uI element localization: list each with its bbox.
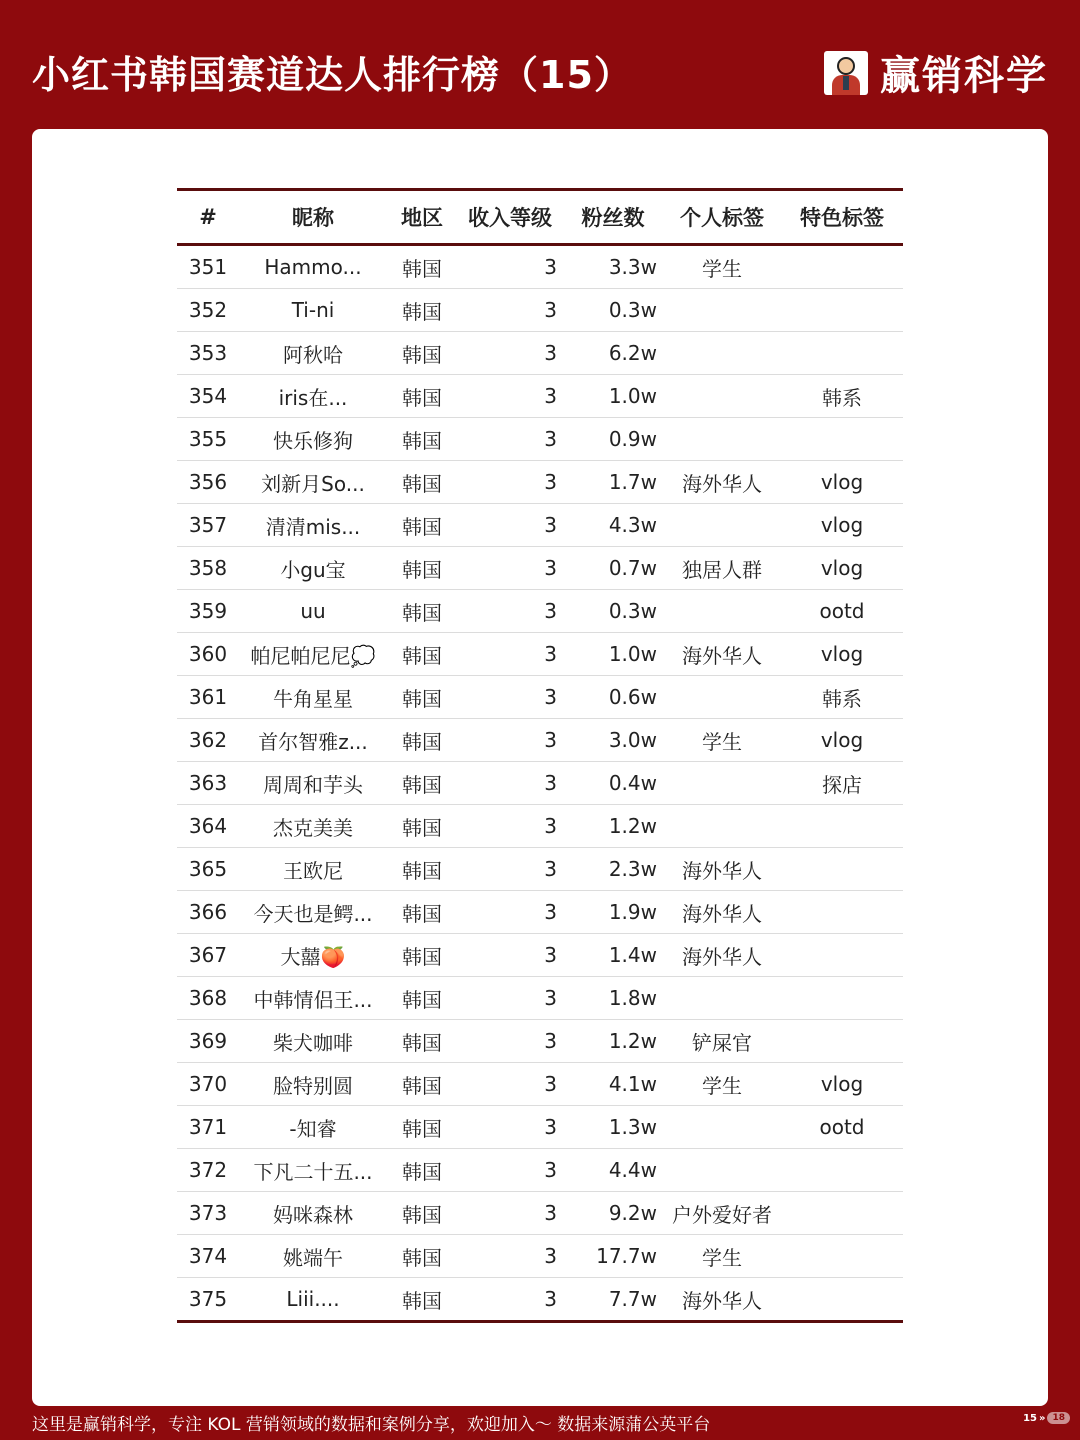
cell-rank: 354: [177, 375, 239, 418]
cell-fans: 6.2w: [563, 332, 663, 375]
cell-personal-tag: [663, 762, 781, 805]
cell-fans: 0.3w: [563, 289, 663, 332]
cell-feature-tag: [781, 977, 903, 1020]
cell-region: 韩国: [387, 245, 457, 289]
cell-feature-tag: [781, 1192, 903, 1235]
cell-nickname: 姚端午: [239, 1235, 387, 1278]
footer-text: 这里是赢销科学，专注 KOL 营销领域的数据和案例分享，欢迎加入～ 数据来源蒲公英平台: [32, 1415, 711, 1435]
ranking-table: [177, 188, 903, 1323]
cell-level: 3: [457, 332, 563, 375]
cell-nickname: 快乐修狗: [239, 418, 387, 461]
cell-rank: 360: [177, 633, 239, 676]
cell-rank: 357: [177, 504, 239, 547]
cell-feature-tag: [781, 1235, 903, 1278]
cell-level: 3: [457, 676, 563, 719]
column-header-level: 收入等级: [457, 190, 563, 245]
cell-nickname: 柴犬咖啡: [239, 1020, 387, 1063]
cell-feature-tag: ootd: [781, 590, 903, 633]
cell-level: 3: [457, 375, 563, 418]
cell-feature-tag: vlog: [781, 719, 903, 762]
cell-region: 韩国: [387, 1192, 457, 1235]
table-row: [177, 762, 903, 805]
cell-level: 3: [457, 891, 563, 934]
cell-feature-tag: [781, 418, 903, 461]
table-row: [177, 633, 903, 676]
cell-region: 韩国: [387, 934, 457, 977]
cell-level: 3: [457, 977, 563, 1020]
column-header-fans: 粉丝数: [563, 190, 663, 245]
cell-fans: 17.7w: [563, 1235, 663, 1278]
cell-rank: 365: [177, 848, 239, 891]
cell-personal-tag: 海外华人: [663, 891, 781, 934]
table-row: [177, 590, 903, 633]
cell-region: 韩国: [387, 332, 457, 375]
cell-rank: 356: [177, 461, 239, 504]
cell-feature-tag: 韩系: [781, 375, 903, 418]
cell-personal-tag: 海外华人: [663, 633, 781, 676]
cell-personal-tag: [663, 676, 781, 719]
cell-feature-tag: vlog: [781, 461, 903, 504]
column-header-rank: #: [177, 190, 239, 245]
cell-nickname: -知睿: [239, 1106, 387, 1149]
table-row: [177, 461, 903, 504]
table-row: [177, 245, 903, 289]
cell-rank: 353: [177, 332, 239, 375]
cell-level: 3: [457, 848, 563, 891]
cell-fans: 1.8w: [563, 977, 663, 1020]
cell-rank: 366: [177, 891, 239, 934]
table-row: [177, 848, 903, 891]
cell-rank: 367: [177, 934, 239, 977]
cell-fans: 4.4w: [563, 1149, 663, 1192]
cell-feature-tag: vlog: [781, 547, 903, 590]
cell-fans: 1.3w: [563, 1106, 663, 1149]
cell-personal-tag: 学生: [663, 245, 781, 289]
cell-level: 3: [457, 547, 563, 590]
table-row: [177, 418, 903, 461]
cell-fans: 1.2w: [563, 805, 663, 848]
cell-personal-tag: 铲屎官: [663, 1020, 781, 1063]
cell-personal-tag: 海外华人: [663, 848, 781, 891]
cell-personal-tag: 学生: [663, 1063, 781, 1106]
cell-rank: 355: [177, 418, 239, 461]
cell-region: 韩国: [387, 375, 457, 418]
cell-fans: 2.3w: [563, 848, 663, 891]
cell-feature-tag: [781, 805, 903, 848]
brand: [824, 44, 1048, 101]
cell-personal-tag: 海外华人: [682, 1288, 762, 1313]
cell-region: 韩国: [387, 1020, 457, 1063]
table-row: [177, 1020, 903, 1063]
cell-feature-tag: 韩系: [781, 676, 903, 719]
cell-personal-tag: [663, 504, 781, 547]
cell-level: 3: [457, 934, 563, 977]
cell-fans: 0.6w: [563, 676, 663, 719]
cell-region: 韩国: [387, 1235, 457, 1278]
cartoon-avatar-icon: [824, 51, 868, 95]
table-row: [177, 547, 903, 590]
cell-region: 韩国: [387, 590, 457, 633]
cell-feature-tag: 探店: [781, 762, 903, 805]
cell-nickname: iris在...: [239, 375, 387, 418]
table-row: [177, 332, 903, 375]
cell-fans: 0.9w: [563, 418, 663, 461]
table-row: [177, 1063, 903, 1106]
cell-feature-tag: [781, 332, 903, 375]
cell-personal-tag: [663, 1106, 781, 1149]
cell-rank: 371: [177, 1106, 239, 1149]
cell-nickname: Hammo...: [239, 245, 387, 289]
table-row: [177, 1235, 903, 1278]
cell-level: 3: [457, 1020, 563, 1063]
cell-rank: 375: [188, 1287, 228, 1311]
cell-feature-tag: [781, 891, 903, 934]
table-header-row: [177, 190, 903, 245]
cell-fans: 1.0w: [563, 633, 663, 676]
page-current: 15: [1023, 1412, 1037, 1424]
cell-level: 3: [544, 1287, 557, 1311]
cell-nickname: 刘新月So...: [239, 461, 387, 504]
cell-nickname: 王欧尼: [239, 848, 387, 891]
cell-nickname: Ti-ni: [239, 289, 387, 332]
column-header-feature-tag: 特色标签: [781, 190, 903, 245]
table-row: [177, 1106, 903, 1149]
cell-level: 3: [457, 504, 563, 547]
cell-level: 3: [457, 1235, 563, 1278]
table-row: [177, 676, 903, 719]
cell-nickname: Liii....: [286, 1287, 340, 1311]
cell-level: 3: [457, 289, 563, 332]
cell-nickname: uu: [239, 590, 387, 633]
cell-fans: 0.4w: [563, 762, 663, 805]
cell-level: 3: [457, 633, 563, 676]
cell-nickname: 阿秋哈: [239, 332, 387, 375]
cell-rank: 361: [177, 676, 239, 719]
cell-fans: 1.0w: [563, 375, 663, 418]
cell-feature-tag: vlog: [781, 1063, 903, 1106]
table-row: [177, 1192, 903, 1235]
cell-region: 韩国: [387, 805, 457, 848]
cell-personal-tag: 独居人群: [663, 547, 781, 590]
cell-personal-tag: 海外华人: [663, 934, 781, 977]
cell-nickname: 帕尼帕尼尼💭: [239, 633, 387, 676]
cell-level: 3: [457, 1063, 563, 1106]
cell-region: 韩国: [387, 504, 457, 547]
column-header-nickname: 昵称: [239, 190, 387, 245]
cell-fans: 1.9w: [563, 891, 663, 934]
table-row: [177, 719, 903, 762]
brand-name: 赢销科学: [880, 53, 1048, 99]
cell-personal-tag: [663, 332, 781, 375]
cell-personal-tag: [663, 1149, 781, 1192]
cell-region: 韩国: [402, 1288, 442, 1313]
cell-personal-tag: [663, 375, 781, 418]
table-row: [177, 934, 903, 977]
cell-personal-tag: [663, 418, 781, 461]
table-row: [177, 289, 903, 332]
cell-fans: 0.3w: [563, 590, 663, 633]
cell-personal-tag: [663, 977, 781, 1020]
cell-rank: 364: [177, 805, 239, 848]
cell-region: 韩国: [387, 547, 457, 590]
cell-region: 韩国: [387, 848, 457, 891]
page-total: 18: [1047, 1412, 1070, 1424]
cell-feature-tag: vlog: [781, 504, 903, 547]
cell-rank: 362: [177, 719, 239, 762]
cell-feature-tag: [781, 848, 903, 891]
cell-fans: 3.0w: [563, 719, 663, 762]
cell-region: 韩国: [387, 633, 457, 676]
cell-level: 3: [457, 719, 563, 762]
cell-feature-tag: [781, 289, 903, 332]
table-row: [177, 504, 903, 547]
cell-rank: 359: [177, 590, 239, 633]
cell-region: 韩国: [387, 676, 457, 719]
cell-rank: 374: [177, 1235, 239, 1278]
cell-fans: 7.7w: [608, 1287, 657, 1311]
content-card: [32, 129, 1048, 1406]
cell-level: 3: [457, 418, 563, 461]
cell-rank: 368: [177, 977, 239, 1020]
cell-level: 3: [457, 1149, 563, 1192]
cell-personal-tag: [663, 805, 781, 848]
cell-nickname: 牛角星星: [239, 676, 387, 719]
cell-region: 韩国: [387, 1106, 457, 1149]
cell-level: 3: [457, 461, 563, 504]
cell-rank: 373: [177, 1192, 239, 1235]
cell-region: 韩国: [387, 891, 457, 934]
cell-level: 3: [457, 762, 563, 805]
table-body: [177, 245, 903, 1322]
cell-nickname: 脸特别圆: [239, 1063, 387, 1106]
cell-level: 3: [457, 1192, 563, 1235]
cell-rank: 370: [177, 1063, 239, 1106]
cell-level: 3: [457, 590, 563, 633]
cell-nickname: 周周和芋头: [239, 762, 387, 805]
table-row: [177, 1278, 903, 1322]
table-row: [177, 375, 903, 418]
cell-region: 韩国: [387, 762, 457, 805]
cell-rank: 372: [177, 1149, 239, 1192]
cell-rank: 352: [177, 289, 239, 332]
cell-nickname: 中韩情侣王...: [239, 977, 387, 1020]
cell-feature-tag: [781, 934, 903, 977]
cell-fans: 9.2w: [563, 1192, 663, 1235]
cell-rank: 363: [177, 762, 239, 805]
cell-personal-tag: 学生: [663, 1235, 781, 1278]
cell-region: 韩国: [387, 1063, 457, 1106]
cell-region: 韩国: [387, 977, 457, 1020]
page-separator: »: [1039, 1412, 1046, 1424]
cell-feature-tag: ootd: [781, 1106, 903, 1149]
table-row: [177, 891, 903, 934]
cell-fans: 4.3w: [563, 504, 663, 547]
cell-rank: 358: [177, 547, 239, 590]
cell-rank: 351: [177, 245, 239, 289]
cell-region: 韩国: [387, 719, 457, 762]
cell-region: 韩国: [387, 1149, 457, 1192]
page-indicator: [1023, 1412, 1070, 1424]
cell-fans: 1.4w: [563, 934, 663, 977]
column-header-region: 地区: [387, 190, 457, 245]
cell-feature-tag: [781, 1020, 903, 1063]
cell-fans: 1.2w: [563, 1020, 663, 1063]
cell-nickname: 下凡二十五...: [239, 1149, 387, 1192]
cell-feature-tag: [781, 1149, 903, 1192]
cell-fans: 0.7w: [563, 547, 663, 590]
column-header-personal-tag: 个人标签: [663, 190, 781, 245]
cell-feature-tag: vlog: [781, 633, 903, 676]
cell-level: 3: [457, 1106, 563, 1149]
cell-level: 3: [457, 805, 563, 848]
cell-personal-tag: [663, 590, 781, 633]
cell-personal-tag: 户外爱好者: [663, 1192, 781, 1235]
cell-feature-tag: [781, 1278, 903, 1322]
cell-nickname: 首尔智雅z...: [239, 719, 387, 762]
cell-personal-tag: 海外华人: [663, 461, 781, 504]
cell-personal-tag: [663, 289, 781, 332]
cell-region: 韩国: [387, 289, 457, 332]
page-title: 小红书韩国赛道达人排行榜（15）: [32, 53, 633, 97]
cell-nickname: 清清mis...: [239, 504, 387, 547]
cell-personal-tag: 学生: [663, 719, 781, 762]
cell-nickname: 杰克美美: [239, 805, 387, 848]
cell-fans: 4.1w: [563, 1063, 663, 1106]
cell-region: 韩国: [387, 418, 457, 461]
cell-nickname: 大囍🍑: [239, 934, 387, 977]
cell-fans: 1.7w: [563, 461, 663, 504]
cell-level: 3: [457, 245, 563, 289]
cell-fans: 3.3w: [563, 245, 663, 289]
table-row: [177, 805, 903, 848]
table-row: [177, 1149, 903, 1192]
cell-rank: 369: [177, 1020, 239, 1063]
cell-nickname: 今天也是鳄...: [239, 891, 387, 934]
cell-nickname: 妈咪森林: [239, 1192, 387, 1235]
cell-nickname: 小gu宝: [239, 547, 387, 590]
table-row: [177, 977, 903, 1020]
cell-region: 韩国: [387, 461, 457, 504]
cell-feature-tag: [781, 245, 903, 289]
